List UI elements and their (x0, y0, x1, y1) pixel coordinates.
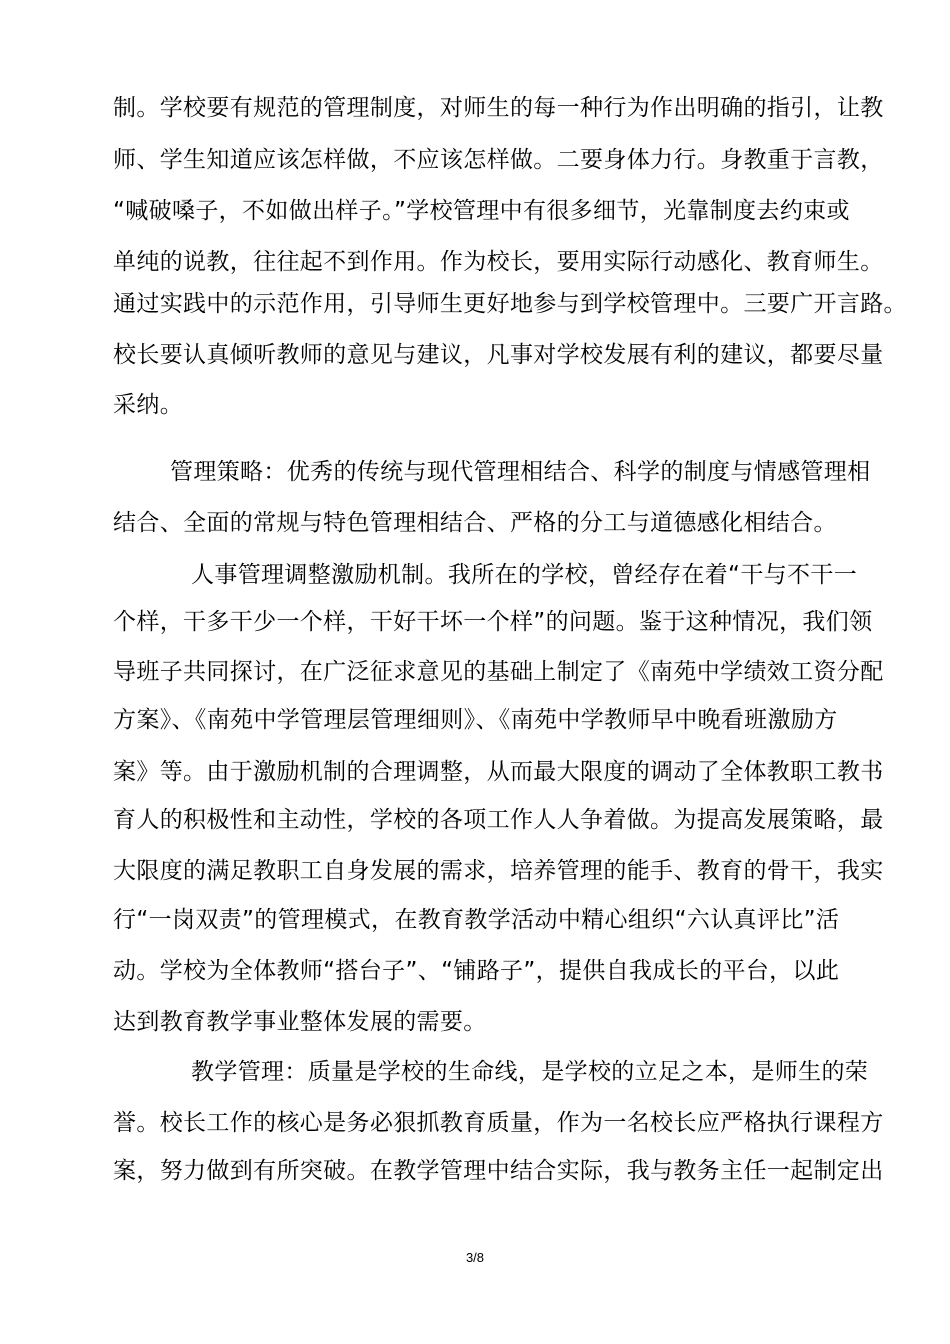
text-line: 单纯的说教，往往起不到作用。作为校长，要用实际行动感化、教育师生。 (113, 249, 884, 275)
page-number: 3/8 (465, 1250, 485, 1265)
text-line: 达到教育教学事业整体发展的需要。 (113, 1009, 487, 1035)
text-line: 动。学校为全体教师“搭台子”、“铺路子”，提供自我成长的平台，以此 (113, 958, 840, 984)
text-line: “喊破嗓子，不如做出样子。”学校管理中有很多细节，光靠制度去约束或 (113, 198, 850, 224)
paragraph-first-line: 管理策略：优秀的传统与现代管理相结合、科学的制度与情感管理相 (170, 459, 871, 485)
text-line: 结合、全面的常规与特色管理相结合、严格的分工与道德感化相结合。 (113, 510, 837, 536)
paragraph-first-line: 人事管理调整激励机制。我所在的学校，曾经存在着“干与不干一 (191, 562, 858, 588)
text-line: 导班子共同探讨，在广泛征求意见的基础上制定了《南苑中学绩效工资分配 (113, 659, 884, 685)
text-line: 行“一岗双责”的管理模式，在教育教学活动中精心组织“六认真评比”活 (113, 907, 840, 933)
text-line: 案》等。由于激励机制的合理调整，从而最大限度的调动了全体教职工教书 (113, 759, 884, 785)
text-line: 制。学校要有规范的管理制度，对师生的每一种行为作出明确的指引，让教 (113, 95, 884, 121)
text-line: 个样，干多干少一个样，干好干坏一个样”的问题。鉴于这种情况，我们领 (113, 609, 873, 635)
text-line: 采纳。 (113, 392, 184, 418)
text-line: 师、学生知道应该怎样做，不应该怎样做。二要身体力行。身教重于言教， (113, 147, 884, 173)
text-line: 方案》、《南苑中学管理层管理细则》、《南苑中学教师早中晚看班激励方 (113, 707, 838, 733)
text-line: 案，努力做到有所突破。在教学管理中结合实际，我与教务主任一起制定出 (113, 1158, 884, 1184)
text-line: 通过实践中的示范作用，引导师生更好地参与到学校管理中。三要广开言路。 (113, 291, 907, 317)
text-line: 育人的积极性和主动性，学校的各项工作人人争着做。为提高发展策略，最 (113, 807, 884, 833)
paragraph-first-line: 教学管理：质量是学校的生命线，是学校的立足之本，是师生的荣 (191, 1059, 869, 1085)
text-line: 大限度的满足教职工自身发展的需求，培养管理的能手、教育的骨干，我实 (113, 858, 884, 884)
text-line: 誉。校长工作的核心是务必狠抓教育质量，作为一名校长应严格执行课程方 (113, 1110, 884, 1136)
text-line: 校长要认真倾听教师的意见与建议，凡事对学校发展有利的建议，都要尽量 (113, 342, 884, 368)
